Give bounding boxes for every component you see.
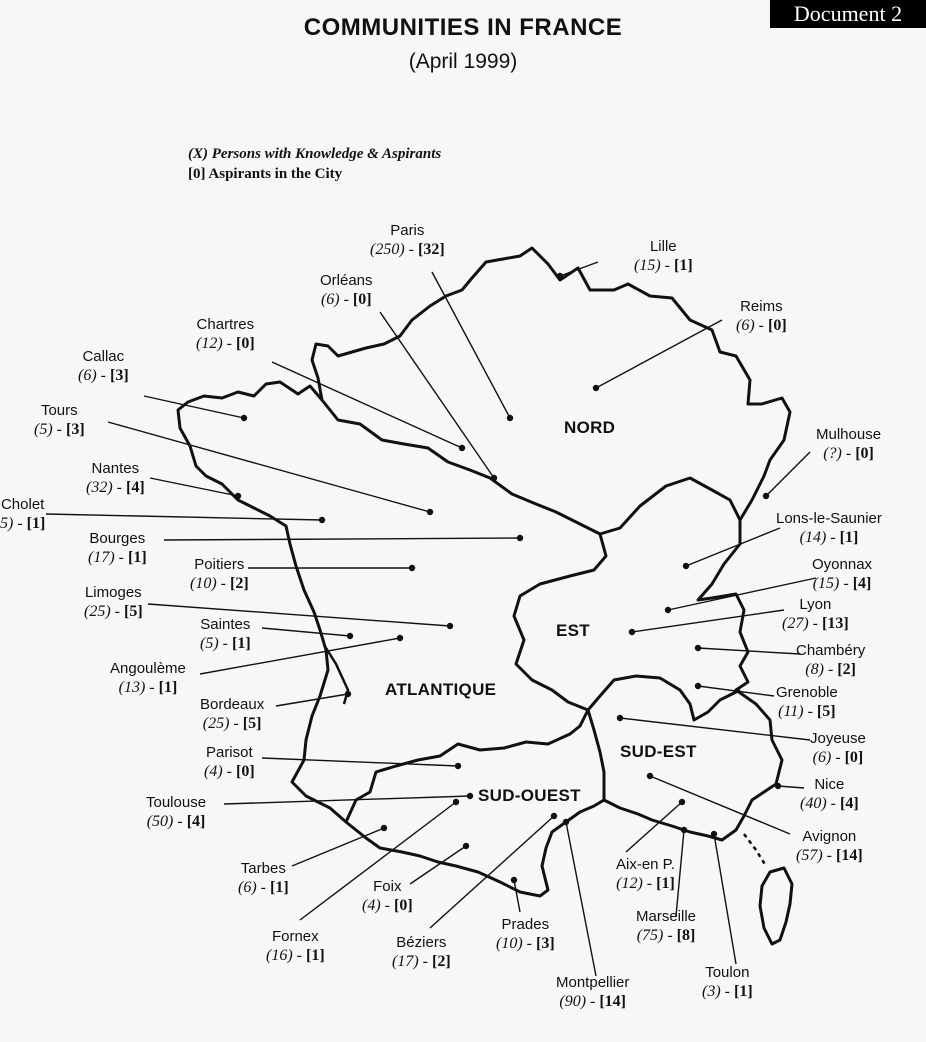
leader-line-paris <box>432 272 510 418</box>
aspirants-count: [1] <box>305 947 325 964</box>
separator: - <box>831 749 845 766</box>
leader-line-bordeaux <box>276 694 348 706</box>
city-dot-lons-le-saunier <box>683 563 689 569</box>
city-stats <box>634 256 693 276</box>
separator: - <box>96 367 110 384</box>
city-stats <box>266 946 325 966</box>
aspirants-count: [0] <box>235 763 255 780</box>
city-dot-toulon <box>711 831 717 837</box>
city-label-beziers <box>392 934 451 972</box>
city-dot-foix <box>463 843 469 849</box>
knowledge-count: (4) <box>204 763 223 780</box>
knowledge-count: (6) <box>78 367 97 384</box>
city-stats <box>88 548 147 568</box>
city-dot-nice <box>775 783 781 789</box>
separator: - <box>110 603 124 620</box>
city-name: Bordeaux <box>200 696 265 713</box>
separator: - <box>13 515 27 532</box>
separator: - <box>839 575 853 592</box>
separator: - <box>145 679 159 696</box>
legend-aspirants: [0] Aspirants in the City <box>188 166 343 182</box>
city-label-callac <box>78 348 129 386</box>
city-label-tours <box>34 402 85 440</box>
city-label-bourges <box>88 530 147 568</box>
city-name: Lyon <box>799 596 832 613</box>
separator: - <box>339 291 353 308</box>
city-dot-fornex <box>453 799 459 805</box>
city-dot-bordeaux <box>345 691 351 697</box>
city-name: Angoulème <box>110 660 186 677</box>
city-stats <box>636 926 696 946</box>
city-name: Aix-en P. <box>616 856 675 873</box>
city-name: Chambéry <box>796 642 866 659</box>
knowledge-count: (40) <box>800 795 827 812</box>
leader-line-chartres <box>272 362 462 448</box>
city-stats <box>556 992 629 1012</box>
separator: - <box>522 935 536 952</box>
separator: - <box>803 703 817 720</box>
city-label-joyeuse <box>810 730 866 768</box>
knowledge-count: 5) <box>0 515 14 532</box>
aspirants-count: [4] <box>125 479 145 496</box>
knowledge-count: (25) <box>202 715 230 732</box>
separator: - <box>229 715 243 732</box>
leader-line-beziers <box>430 816 554 928</box>
city-stats <box>702 982 753 1002</box>
city-dot-reims <box>593 385 599 391</box>
aspirants-count: [0] <box>352 291 372 308</box>
aspirants-count: [0] <box>855 445 874 462</box>
leader-line-bourges <box>164 538 520 540</box>
city-label-nantes <box>86 460 145 498</box>
city-name: Tours <box>40 402 78 419</box>
city-stats <box>392 952 451 972</box>
city-dot-beziers <box>551 813 557 819</box>
city-stats <box>782 614 849 634</box>
separator: - <box>292 947 306 964</box>
leader-line-prades <box>514 880 520 912</box>
city-dot-orleans <box>491 475 497 481</box>
aspirants-count: [3] <box>65 421 85 438</box>
city-name: Reims <box>740 298 783 315</box>
region-est: EST <box>556 621 590 640</box>
aspirants-count: [13] <box>821 615 849 632</box>
city-stats <box>320 290 373 310</box>
city-dot-mulhouse <box>763 493 769 499</box>
leader-line-limoges <box>148 604 450 626</box>
city-name: Avignon <box>802 828 857 845</box>
knowledge-count: (14) <box>799 529 827 546</box>
knowledge-count: (6) <box>238 879 257 896</box>
knowledge-count: (13) <box>118 679 146 696</box>
region-sud-ouest: SUD-OUEST <box>478 786 581 805</box>
aspirants-count: [1] <box>127 549 147 566</box>
city-stats <box>110 678 186 698</box>
city-stats <box>200 714 264 734</box>
city-dot-saintes <box>347 633 353 639</box>
separator: - <box>112 479 126 496</box>
separator: - <box>822 847 836 864</box>
leader-line-tarbes <box>292 828 384 866</box>
city-stats <box>196 334 255 354</box>
knowledge-count: (57) <box>796 847 823 864</box>
city-dot-tarbes <box>381 825 387 831</box>
city-name: Nice <box>814 776 845 793</box>
city-name: Foix <box>373 878 402 895</box>
aspirants-count: [3] <box>535 935 555 952</box>
city-label-oyonnax <box>812 556 872 594</box>
separator: - <box>218 635 232 652</box>
knowledge-count: (11) <box>778 703 804 720</box>
separator: - <box>173 813 187 830</box>
knowledge-count: (?) <box>823 445 842 462</box>
city-name: Limoges <box>84 584 142 601</box>
city-dot-tours <box>427 509 433 515</box>
separator: - <box>380 897 394 914</box>
separator: - <box>823 661 838 678</box>
city-dot-poitiers <box>409 565 415 571</box>
city-name: Bourges <box>89 530 146 547</box>
leader-line-saintes <box>262 628 350 636</box>
city-dot-cholet <box>319 517 325 523</box>
city-label-cholet <box>0 496 45 534</box>
separator: - <box>642 875 657 892</box>
city-stats <box>204 762 255 782</box>
city-name: Paris <box>390 222 425 239</box>
aspirants-count: [0] <box>844 749 864 766</box>
city-stats <box>776 528 882 548</box>
city-stats <box>800 794 859 814</box>
aspirants-count: [4] <box>186 813 206 830</box>
city-dot-lille <box>557 273 563 279</box>
separator: - <box>808 615 822 632</box>
knowledge-count: (90) <box>559 993 587 1010</box>
city-dot-joyeuse <box>617 715 623 721</box>
knowledge-count: (75) <box>636 927 664 944</box>
separator: - <box>222 335 236 352</box>
knowledge-count: (10) <box>190 575 217 592</box>
leader-lines <box>46 262 816 976</box>
knowledge-count: (6) <box>320 291 340 308</box>
city-stats <box>796 660 865 680</box>
city-name: Toulon <box>705 964 750 981</box>
city-name: Béziers <box>396 934 447 951</box>
city-dot-avignon <box>647 773 653 779</box>
city-label-toulon <box>702 964 753 1002</box>
knowledge-count: (15) <box>812 575 840 592</box>
city-label-aix-en-p <box>616 856 675 894</box>
aspirants-count: [14] <box>835 847 863 864</box>
city-stats <box>816 444 881 464</box>
knowledge-count: (12) <box>196 335 223 352</box>
aspirants-count: [1] <box>158 679 178 696</box>
city-name: Nantes <box>91 460 140 477</box>
aspirants-count: [0] <box>235 335 255 352</box>
city-name: Poitiers <box>194 556 245 573</box>
city-name: Oyonnax <box>812 556 873 573</box>
city-dot-montpellier <box>563 819 569 825</box>
separator: - <box>404 241 418 258</box>
city-stats <box>86 478 145 498</box>
city-stats <box>84 602 143 622</box>
aspirants-count: [2] <box>229 575 249 592</box>
separator: - <box>720 983 734 1000</box>
region-atlantique: ATLANTIQUE <box>385 680 497 699</box>
knowledge-count: (17) <box>88 549 115 566</box>
city-name: Prades <box>501 916 550 933</box>
knowledge-count: (16) <box>266 947 293 964</box>
city-label-bordeaux <box>200 696 264 734</box>
region-nord: NORD <box>564 418 616 437</box>
city-label-poitiers <box>190 556 249 594</box>
leader-line-cholet <box>46 514 322 520</box>
city-name: Lille <box>649 238 677 255</box>
separator: - <box>841 445 856 462</box>
city-name: Chartres <box>196 316 255 333</box>
aspirants-count: [32] <box>417 241 445 258</box>
city-name: Fornex <box>271 928 319 945</box>
city-dot-toulouse <box>467 793 473 799</box>
city-dot-lyon <box>629 629 635 635</box>
aspirants-count: [1] <box>656 875 675 892</box>
region-border-sud-est <box>588 710 604 800</box>
knowledge-count: (32) <box>86 479 113 496</box>
city-stats <box>736 316 787 336</box>
aspirants-count: [4] <box>839 795 859 812</box>
separator: - <box>660 257 674 274</box>
separator: - <box>256 879 270 896</box>
city-label-orleans <box>320 272 373 310</box>
separator: - <box>754 317 768 334</box>
city-dot-marseille <box>681 827 687 833</box>
city-name: Montpellier <box>556 974 630 991</box>
city-label-angouleme <box>110 660 186 698</box>
aspirants-count: [0] <box>393 897 413 914</box>
city-stats <box>238 878 289 898</box>
knowledge-count: (50) <box>146 813 174 830</box>
leader-line-tours <box>108 422 430 512</box>
city-label-chambery <box>796 642 865 680</box>
city-label-grenoble <box>776 684 838 722</box>
corsica-outline <box>760 868 792 944</box>
aspirants-count: [5] <box>123 603 143 620</box>
city-label-limoges <box>84 584 143 622</box>
separator: - <box>222 763 236 780</box>
city-name: Grenoble <box>776 684 838 701</box>
city-stats <box>810 748 866 768</box>
city-name: Orléans <box>320 272 373 289</box>
city-stats <box>776 702 838 722</box>
city-stats <box>190 574 249 594</box>
city-name: Marseille <box>636 908 697 925</box>
leader-line-reims <box>596 320 722 388</box>
aspirants-count: [2] <box>837 661 856 678</box>
knowledge-count: (5) <box>200 635 219 652</box>
separator: - <box>216 575 230 592</box>
city-label-parisot <box>204 744 255 782</box>
city-name: Callac <box>82 348 125 365</box>
city-stats <box>496 934 555 954</box>
separator: - <box>418 953 432 970</box>
city-stats <box>370 240 445 260</box>
city-stats <box>78 366 129 386</box>
city-name: Mulhouse <box>816 426 882 443</box>
knowledge-count: (12) <box>616 875 643 892</box>
city-label-montpellier <box>556 974 629 1012</box>
aspirants-count: [1] <box>839 529 859 546</box>
city-stats <box>200 634 251 654</box>
aspirants-count: [1] <box>269 879 289 896</box>
city-stats <box>34 420 85 440</box>
separator: - <box>586 993 600 1010</box>
city-label-reims <box>736 298 787 336</box>
leader-line-toulon <box>714 834 736 964</box>
aspirants-count: [4] <box>852 575 872 592</box>
corsica-dotted-link <box>744 834 766 866</box>
knowledge-count: (3) <box>702 983 721 1000</box>
city-dot-grenoble <box>695 683 701 689</box>
city-label-tarbes <box>238 860 289 898</box>
region-border-est-west <box>514 534 740 720</box>
aspirants-count: [8] <box>676 927 696 944</box>
knowledge-count: (25) <box>84 603 111 620</box>
city-label-lille <box>634 238 693 276</box>
leader-line-marseille <box>676 830 684 916</box>
separator: - <box>663 927 677 944</box>
city-stats <box>812 574 872 594</box>
knowledge-count: (15) <box>634 257 661 274</box>
knowledge-count: (4) <box>362 897 381 914</box>
city-label-avignon <box>796 828 863 866</box>
city-dot-chartres <box>459 445 465 451</box>
city-dot-angouleme <box>397 635 403 641</box>
city-dot-oyonnax <box>665 607 671 613</box>
aspirants-count: [2] <box>431 953 451 970</box>
aspirants-count: [1] <box>733 983 753 1000</box>
city-name: Tarbes <box>240 860 286 877</box>
aspirants-count: [5] <box>816 703 836 720</box>
city-stats <box>362 896 413 916</box>
knowledge-count: (250) <box>370 241 405 258</box>
city-name: Toulouse <box>146 794 207 811</box>
leader-line-lille <box>560 262 598 276</box>
legend-knowledge: (X) Persons with Knowledge & Aspirants <box>188 146 442 162</box>
city-label-mulhouse <box>816 426 881 464</box>
separator: - <box>826 529 840 546</box>
city-dot-chambery <box>695 645 701 651</box>
aspirants-count: [1] <box>673 257 693 274</box>
leader-line-grenoble <box>698 686 774 696</box>
leader-line-montpellier <box>566 822 596 976</box>
city-label-chartres <box>196 316 255 354</box>
leader-line-lons-le-saunier <box>686 528 780 566</box>
city-name: Cholet <box>0 496 45 513</box>
city-dot-parisot <box>455 763 461 769</box>
separator: - <box>114 549 128 566</box>
city-name: Joyeuse <box>810 730 866 747</box>
aspirants-count: [1] <box>231 635 251 652</box>
leader-line-lyon <box>632 610 784 632</box>
city-dot-limoges <box>447 623 453 629</box>
city-name: Parisot <box>205 744 253 761</box>
aspirants-count: [5] <box>242 715 262 732</box>
city-label-toulouse <box>146 794 206 832</box>
separator: - <box>52 421 66 438</box>
aspirants-count: [14] <box>599 993 626 1010</box>
city-label-paris <box>370 222 445 260</box>
city-label-fornex <box>266 928 325 966</box>
knowledge-count: (17) <box>392 953 419 970</box>
knowledge-count: (5) <box>34 421 53 438</box>
knowledge-count: (6) <box>736 317 755 334</box>
region-sud-est: SUD-EST <box>620 742 697 761</box>
knowledge-count: (10) <box>496 935 523 952</box>
city-label-prades <box>496 916 555 954</box>
city-dot-paris <box>507 415 513 421</box>
city-stats <box>616 874 675 894</box>
city-name: Saintes <box>200 616 251 633</box>
knowledge-count: (8) <box>805 661 824 678</box>
city-label-lyon <box>782 596 849 634</box>
city-stats <box>146 812 206 832</box>
city-label-marseille <box>636 908 696 946</box>
map-subtitle: (April 1999) <box>408 50 518 73</box>
city-label-lons-le-saunier <box>776 510 882 548</box>
separator: - <box>826 795 840 812</box>
city-dot-aix-en-p <box>679 799 685 805</box>
aspirants-count: [1] <box>26 515 46 532</box>
city-label-saintes <box>200 616 251 654</box>
aspirants-count: [0] <box>767 317 787 334</box>
city-dot-nantes <box>235 493 241 499</box>
city-name: Lons-le-Saunier <box>776 510 882 527</box>
city-dot-prades <box>511 877 517 883</box>
region-border-nord <box>322 400 740 534</box>
knowledge-count: (6) <box>812 749 832 766</box>
city-stats <box>796 846 863 866</box>
city-label-nice <box>800 776 859 814</box>
city-dot-callac <box>241 415 247 421</box>
aspirants-count: [3] <box>109 367 129 384</box>
city-label-foix <box>362 878 413 916</box>
document-badge: Document 2 <box>770 0 926 28</box>
knowledge-count: (27) <box>782 615 809 632</box>
city-dot-bourges <box>517 535 523 541</box>
map-title: COMMUNITIES IN FRANCE <box>303 14 623 41</box>
city-stats <box>0 514 45 534</box>
leader-line-toulouse <box>224 796 470 804</box>
